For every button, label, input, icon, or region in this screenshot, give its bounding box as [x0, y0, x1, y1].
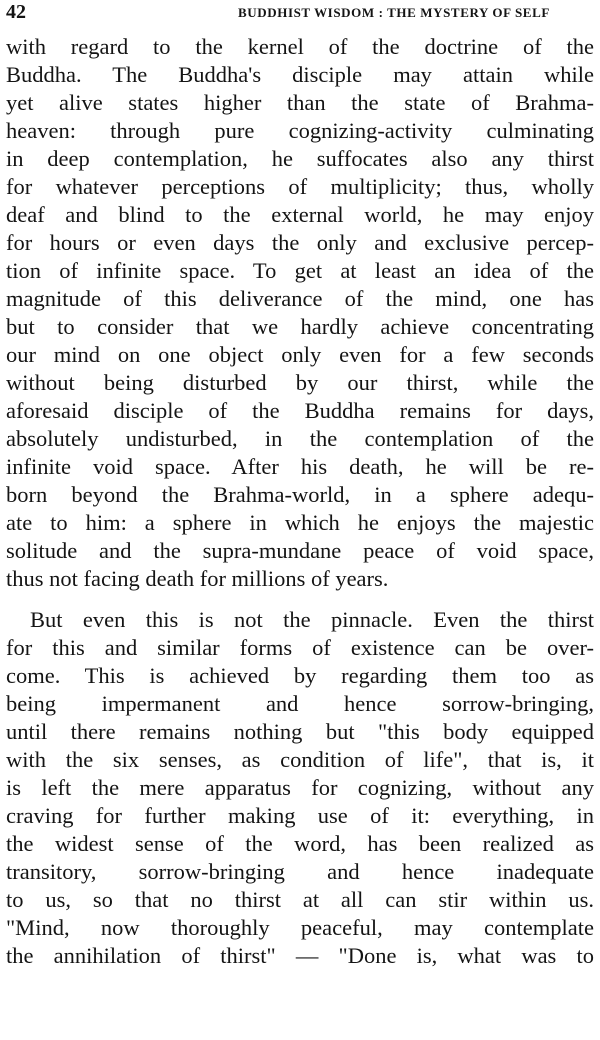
text-line: without being disturbed by our thirst, while the [6, 370, 594, 395]
text-line: with the six senses, as condition of life", that is, it [6, 747, 594, 772]
text-line: thus not facing death for millions of years. [6, 566, 389, 591]
text-line: aforesaid disciple of the Buddha remains for days, [6, 398, 594, 423]
text-line: until there remains nothing but "this body equipped [6, 719, 594, 744]
text-line: "Mind, now thoroughly peaceful, may contemplate [6, 915, 594, 940]
text-line: our mind on one object only even for a few seconds [6, 342, 594, 367]
text-line: But even this is not the pinnacle. Even the thirst [30, 607, 594, 632]
page-header [6, 0, 600, 26]
text-line: for hours or even days the only and exclusive percep- [6, 230, 594, 255]
text-line: craving for further making use of it: everything, in [6, 803, 594, 828]
text-line: Buddha. The Buddha's disciple may attain while [6, 62, 594, 87]
text-line: come. This is achieved by regarding them too as [6, 663, 594, 688]
text-line: is left the mere apparatus for cognizing, without any [6, 775, 594, 800]
text-line: the widest sense of the word, has been realized as [6, 831, 594, 856]
text-line: magnitude of this deliverance of the mind, one has [6, 286, 594, 311]
page-number: 42 [6, 1, 26, 23]
text-line: but to consider that we hardly achieve concentrating [6, 314, 594, 339]
text-line: in deep contemplation, he suffocates also any thirst [6, 146, 594, 171]
text-line: tion of infinite space. To get at least an idea of the [6, 258, 594, 283]
text-line: yet alive states higher than the state of Brahma- [6, 90, 594, 115]
text-line: to us, so that no thirst at all can stir within us. [6, 887, 594, 912]
text-line: transitory, sorrow-bringing and hence inadequate [6, 859, 594, 884]
text-line: heaven: through pure cognizing-activity culminating [6, 118, 594, 143]
text-line: with regard to the kernel of the doctrine of the [6, 34, 594, 59]
text-line: for this and similar forms of existence can be over- [6, 635, 594, 660]
text-line: for whatever perceptions of multiplicity; thus, wholly [6, 174, 594, 199]
text-line: ate to him: a sphere in which he enjoys the majestic [6, 510, 594, 535]
text-line: born beyond the Brahma-world, in a sphere adequ- [6, 482, 594, 507]
text-line: being impermanent and hence sorrow-bringing, [6, 691, 594, 716]
text-line: the annihilation of thirst" — "Done is, what was to [6, 943, 594, 968]
text-line: infinite void space. After his death, he will be re- [6, 454, 594, 479]
text-line: absolutely undisturbed, in the contemplation of the [6, 426, 594, 451]
running-head: BUDDHIST WISDOM : THE MYSTERY OF SELF [238, 5, 550, 20]
text-line: solitude and the supra-mundane peace of void space, [6, 538, 594, 563]
text-line: deaf and blind to the external world, he may enjoy [6, 202, 594, 227]
